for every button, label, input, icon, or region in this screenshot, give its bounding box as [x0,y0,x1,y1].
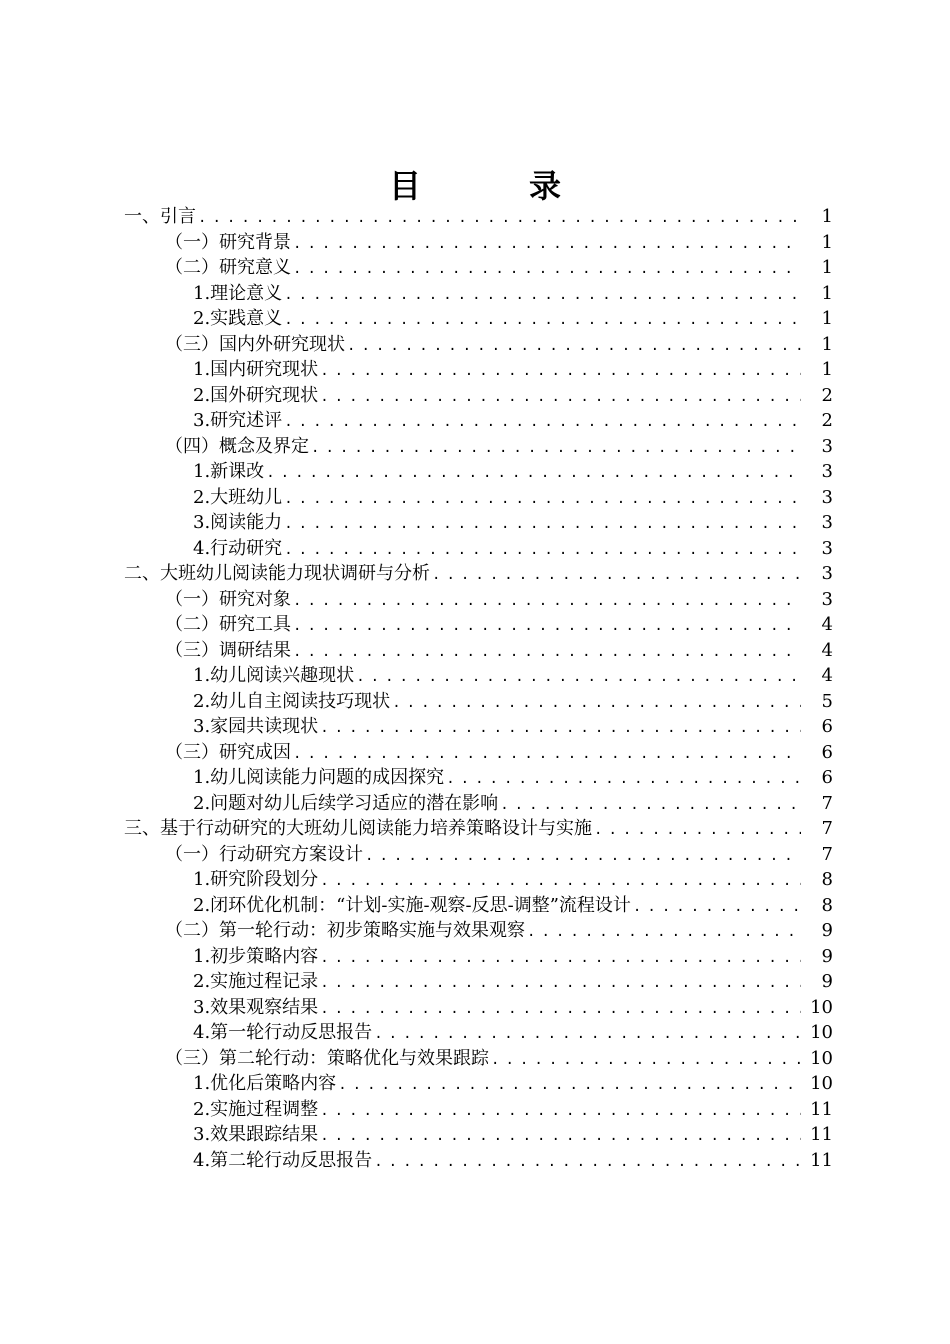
toc-page-number: 3 [821,563,833,584]
dot-leader [347,334,801,360]
toc-page-number: 4 [821,614,833,635]
toc-page-number: 3 [821,461,833,482]
toc-page-number: 3 [821,435,833,457]
toc-entry-title: （三）研究成因 [165,741,291,763]
toc-entry-title: 1.国内研究现状 [193,359,319,380]
dot-leader [284,487,801,513]
dot-leader [284,283,801,309]
dot-leader [320,1099,801,1125]
toc-entry[interactable] [193,1148,950,1174]
toc-page-number: 6 [821,767,833,788]
toc-entry[interactable] [193,765,950,791]
toc-page-number: 3 [821,512,833,533]
toc-entry-title: （三）国内外研究现状 [165,333,345,355]
toc-entry-title: 2.实施过程调整 [193,1098,319,1120]
dot-leader [500,793,801,819]
toc-entry[interactable] [193,944,950,970]
toc-entry[interactable] [165,255,950,281]
toc-page-number: 11 [810,1124,833,1145]
toc-page-number: 7 [821,843,833,865]
toc-entry[interactable] [193,408,950,434]
toc-entry-title: （二）第一轮行动：初步策略实施与效果观察 [165,920,525,941]
toc-page-number: 1 [821,359,833,380]
toc-entry[interactable] [193,1020,950,1046]
toc-page-number: 1 [821,308,833,329]
toc-entry-title: 4.第一轮行动反思报告 [193,1022,373,1043]
toc-entry-title: 1.幼儿阅读能力问题的成因探究 [193,767,445,788]
toc-page-number: 1 [821,231,833,253]
dot-leader [320,971,801,997]
toc-page-number: 8 [821,869,833,890]
toc-page-number: 9 [821,920,833,941]
toc-page-number: 3 [821,486,833,508]
toc-entry[interactable] [193,714,950,740]
toc-entry[interactable] [193,485,950,511]
toc-entry[interactable] [193,281,950,307]
toc-entry-title: （一）研究对象 [165,588,291,610]
toc-entry-title: 2.国外研究现状 [193,384,319,406]
toc-entry-title: 3.家园共读现状 [193,716,319,737]
toc-page-number: 6 [821,741,833,763]
dot-leader [320,869,801,895]
toc-page-number: 5 [821,690,833,712]
dot-leader [293,232,801,258]
toc-page-number: 3 [821,537,833,559]
toc-entry-title: 3.效果观察结果 [193,996,319,1018]
toc-entry-title: （二）研究意义 [165,257,291,278]
toc-entry[interactable] [165,1046,950,1072]
toc-page-number: 2 [821,384,833,406]
toc-entry-title: 3.研究述评 [193,410,283,431]
toc-entry-title: 4.第二轮行动反思报告 [193,1149,373,1171]
dot-leader [338,1073,801,1099]
toc-entry[interactable] [165,918,950,944]
toc-entry[interactable] [124,204,950,230]
table-of-contents [0,204,950,1173]
dot-leader [356,665,801,691]
toc-entry[interactable] [193,791,950,817]
toc-entry[interactable] [165,434,950,460]
dot-leader [311,436,801,462]
dot-leader [293,257,801,283]
toc-entry[interactable] [193,1071,950,1097]
toc-entry-title: （三）调研结果 [165,639,291,661]
dot-leader [374,1150,801,1176]
toc-entry[interactable] [193,306,950,332]
toc-page-number: 2 [821,410,833,431]
toc-page-number: 8 [821,894,833,916]
dot-leader [365,844,801,870]
dot-leader [284,308,801,334]
toc-entry-title: 2.问题对幼儿后续学习适应的潜在影响 [193,792,499,814]
toc-entry[interactable] [193,893,950,919]
toc-entry-title: 二、大班幼儿阅读能力现状调研与分析 [124,563,430,584]
toc-entry-title: 1.研究阶段划分 [193,869,319,890]
dot-leader [392,691,801,717]
toc-page-number: 9 [821,945,833,967]
toc-entry-title: 1.新课改 [193,461,265,482]
dot-leader [293,742,801,768]
dot-leader [284,538,801,564]
toc-page-number: 7 [821,818,833,839]
dot-leader [266,461,801,487]
toc-entry-title: 1.理论意义 [193,282,283,304]
toc-entry-title: （一）研究背景 [165,231,291,253]
toc-entry-title: 1.幼儿阅读兴趣现状 [193,665,355,686]
toc-page-number: 10 [810,1022,833,1043]
toc-entry-title: 4.行动研究 [193,537,283,559]
toc-entry-title: 2.实施过程记录 [193,971,319,992]
dot-leader [320,716,801,742]
toc-entry[interactable] [165,587,950,613]
toc-page-number: 1 [821,333,833,355]
toc-page-number: 1 [821,282,833,304]
toc-page-number: 1 [821,206,833,227]
toc-entry[interactable] [124,816,950,842]
toc-entry[interactable] [165,230,950,256]
toc-entry[interactable] [165,638,950,664]
toc-entry[interactable] [193,459,950,485]
dot-leader [293,614,801,640]
toc-entry-title: （二）研究工具 [165,614,291,635]
toc-entry-title: （四）概念及界定 [165,435,309,457]
toc-entry[interactable] [193,689,950,715]
toc-page-number: 4 [821,639,833,661]
toc-entry-title: 三、基于行动研究的大班幼儿阅读能力培养策略设计与实施 [124,818,592,839]
toc-entry[interactable] [193,1097,950,1123]
toc-entry-title: 1.初步策略内容 [193,945,319,967]
dot-leader [284,512,801,538]
toc-page-number: 7 [821,792,833,814]
toc-entry[interactable] [165,332,950,358]
toc-entry-title: 一、引言 [124,206,196,227]
toc-entry[interactable] [193,357,950,383]
dot-leader [594,818,801,844]
toc-entry[interactable] [165,842,950,868]
toc-entry-title: 3.效果跟踪结果 [193,1124,319,1145]
toc-entry[interactable] [124,561,950,587]
toc-page-number: 10 [810,996,833,1018]
toc-page-number: 6 [821,716,833,737]
toc-page-number: 10 [810,1073,833,1094]
dot-leader [633,895,801,921]
toc-entry[interactable] [193,969,950,995]
dot-leader [446,767,801,793]
dot-leader [320,385,801,411]
toc-entry[interactable] [193,383,950,409]
toc-entry-title: 3.阅读能力 [193,512,283,533]
toc-page-number: 11 [810,1149,833,1171]
dot-leader [320,946,801,972]
dot-leader [432,563,801,589]
toc-entry[interactable] [193,1122,950,1148]
toc-entry[interactable] [193,867,950,893]
dot-leader [293,640,801,666]
dot-leader [527,920,801,946]
toc-page-number: 3 [821,588,833,610]
dot-leader [374,1022,801,1048]
toc-page-number: 9 [821,971,833,992]
dot-leader [320,359,801,385]
toc-entry[interactable] [193,995,950,1021]
toc-entry[interactable] [193,510,950,536]
toc-page-number: 11 [810,1098,833,1120]
dot-leader [320,1124,801,1150]
toc-entry[interactable] [193,536,950,562]
toc-page-number: 1 [821,257,833,278]
dot-leader [198,206,801,232]
toc-entry-title: 2.幼儿自主阅读技巧现状 [193,690,391,712]
toc-entry-title: 1.优化后策略内容 [193,1073,337,1094]
toc-entry[interactable] [193,663,950,689]
dot-leader [293,589,801,615]
toc-entry-title: 2.大班幼儿 [193,486,283,508]
toc-entry-title: 2.闭环优化机制：“计划-实施-观察-反思-调整”流程设计 [193,894,631,916]
toc-page-number: 4 [821,665,833,686]
toc-page-number: 10 [810,1047,833,1069]
toc-entry-title: 2.实践意义 [193,308,283,329]
toc-entry-title: （一）行动研究方案设计 [165,843,363,865]
dot-leader [284,410,801,436]
toc-entry[interactable] [165,740,950,766]
toc-entry[interactable] [165,612,950,638]
dot-leader [320,997,801,1023]
page-title: 目 录 [388,167,599,205]
toc-entry-title: （三）第二轮行动：策略优化与效果跟踪 [165,1047,489,1069]
dot-leader [491,1048,801,1074]
